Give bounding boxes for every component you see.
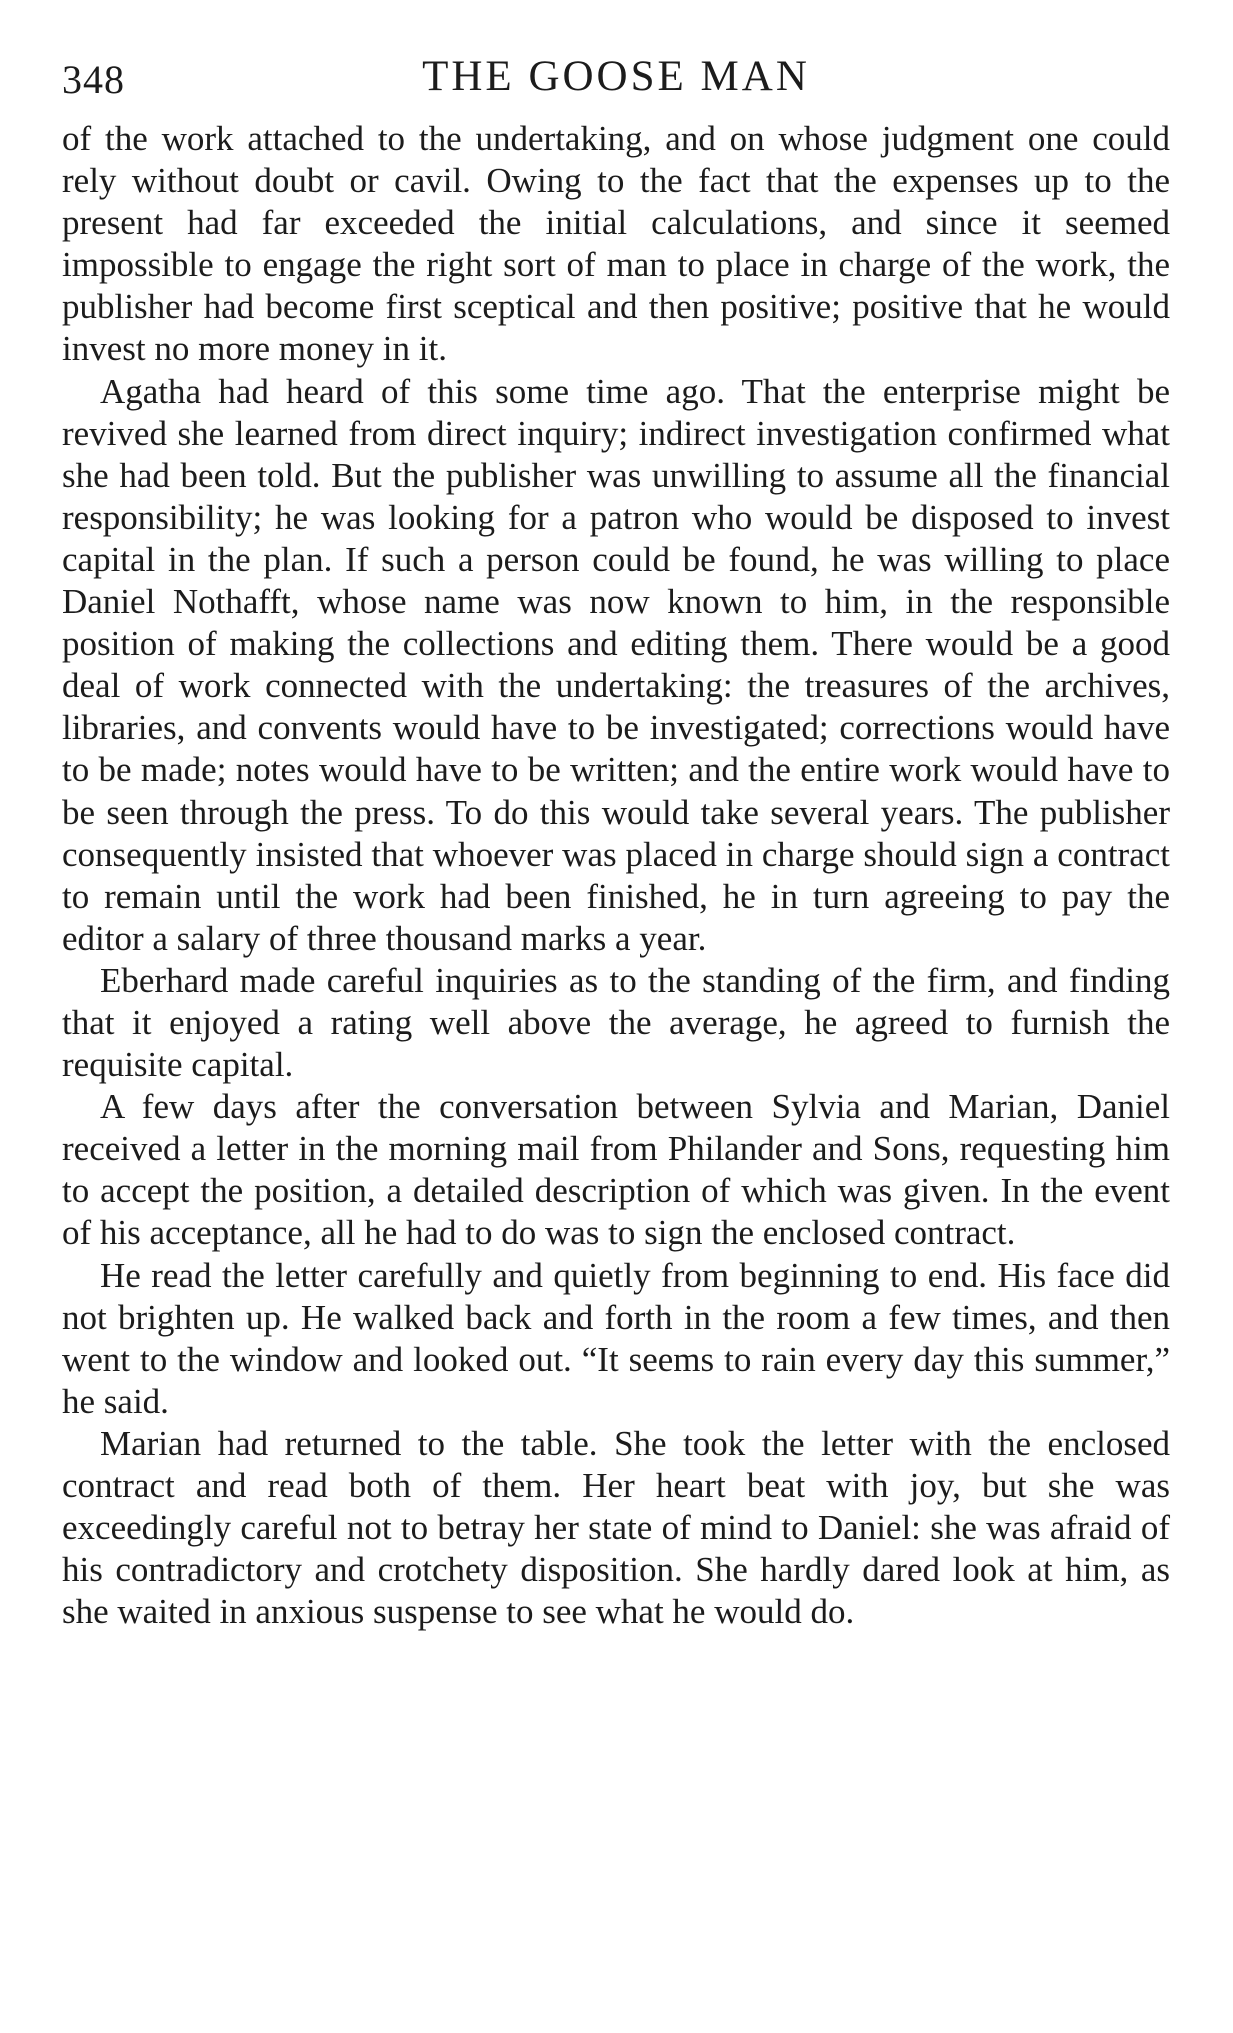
book-page — [62, 48, 1170, 1633]
paragraph-marian: Marian had returned to the table. She took the letter with the enclosed contract and read both of them. Her heart beat with joy, but she was exceedingly careful not to betray her state of mind to Daniel: she was afraid of his contradictory and crotchety disposition. She hardly dared look at him, as she waited in anxious suspense to see what he would do. — [62, 1423, 1170, 1632]
paragraph-continuation: of the work attached to the undertaking, and on whose judgment one could rely without doubt or cavil. Owing to the fact that the expenses up to the present had far exceeded the initial calculations, and since it seemed impossible to engage the right sort of man to place in charge of the work, the publisher had become first sceptical and then positive; positive that he would invest no more money in it. — [62, 119, 1170, 369]
paragraph-eberhard: Eberhard made careful inquiries as to the standing of the firm, and finding that it enjoyed a rating well above the average, he agreed to furnish the requisite capital. — [62, 960, 1170, 1085]
running-head — [62, 48, 1170, 118]
running-title: THE GOOSE MAN — [422, 53, 810, 100]
paragraph-daniel-reads: He read the letter carefully and quietly from beginning to end. His face did not brighten up. He walked back and forth in the room a few times, and then went to the window and looked out. “It seems to rain every day this summer,” he said. — [62, 1255, 1170, 1421]
paragraph-agatha: Agatha had heard of this some time ago. That the enterprise might be revived she learned from direct inquiry; indirect investigation confirmed what she had been told. But the publisher was unwilling to assume all the financial responsibility; he was looking for a patron who would be disposed to invest capital in the plan. If such a person could be found, he was willing to place Daniel Nothafft, whose name was now known to him, in the responsible position of making the collections and editing them. There would be a good deal of work connected with the undertaking: the treasures of the archives, libraries, and convents would have to be investigated; corrections would have to be made; notes would have to be written; and the entire work would have to be seen through the press. To do this would take several years. The publisher consequently insisted that whoever was placed in charge should sign a contract to remain until the work had been finished, he in turn agreeing to pay the editor a salary of three thousand marks a year. — [62, 371, 1170, 958]
body-text — [62, 118, 1170, 1633]
paragraph-letter: A few days after the conversation between Sylvia and Marian, Daniel received a letter in the morning mail from Philander and Sons, requesting him to accept the position, a detailed description of which was given. In the event of his acceptance, all he had to do was to sign the enclosed contract. — [62, 1087, 1170, 1253]
page-number: 348 — [62, 57, 125, 102]
